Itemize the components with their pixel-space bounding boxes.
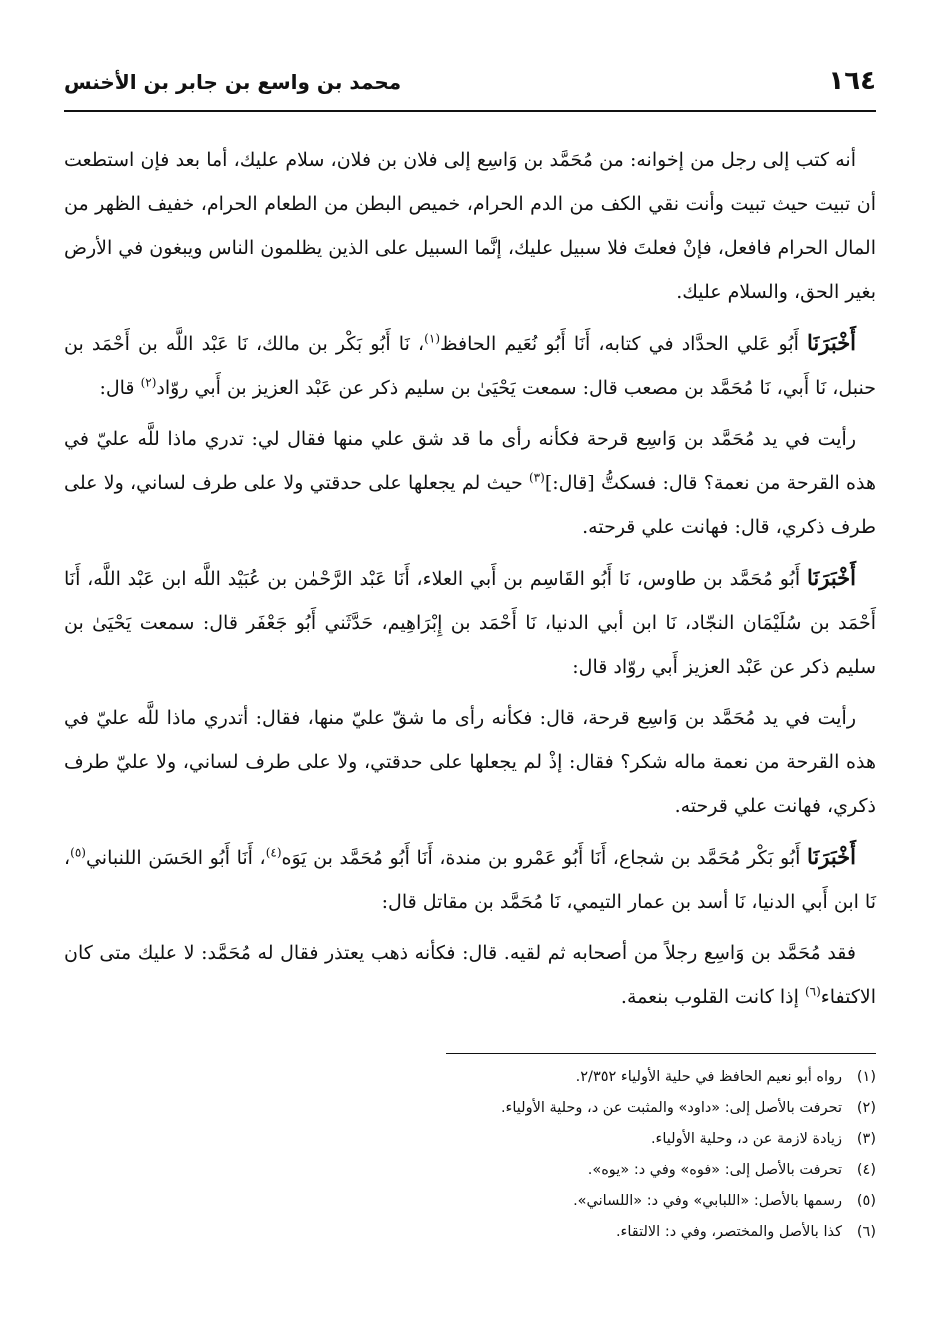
- footnotes: [64, 1062, 876, 1248]
- page-header: [64, 62, 876, 112]
- footnote-text: تحرفت بالأصل إلى: «فوه» وفي د: «يوه».: [587, 1162, 842, 1178]
- footnote-text: رسمها بالأصل: «اللبابي» وفي د: «اللساني».: [573, 1193, 842, 1209]
- paragraph: [64, 413, 876, 549]
- paragraph: [64, 927, 876, 1019]
- paragraph-text: قال:: [99, 377, 141, 399]
- footnote: [64, 1155, 876, 1186]
- isnad-lead: أَخْبَرَنَا: [807, 844, 856, 869]
- paragraph-text: ، أَنَا أَبُو الحَسَن اللنباني: [85, 847, 266, 869]
- footnote-ref[interactable]: (٥): [70, 845, 86, 860]
- page-number: ١٦٤: [828, 66, 876, 96]
- paragraph-text: أَبُو مُحَمَّد بن طاوس، نَا أَبُو القَاسِم بن أَبي العلاء، أَنَا عَبْد الرَّحْمٰن بن عُبَيْد اللَّه ابن عَبْد اللَّه، أَنَا أَحْمَد بن سُلَيْمَان النجّاد، نَا ابن أبي الدنيا، نَا أَحْمَد بن إِبْرَاهِيم، حَدَّثَني أَبُو جَعْفَر قال: سمعت يَحْيَىٰ بن سليم ذكر عن عَبْد العزيز أَبي روّاد قال:: [64, 568, 876, 678]
- paragraph-text: أنه كتب إلى رجل من إخوانه: من مُحَمَّد بن وَاسِع إلى فلان بن فلان، سلام عليك، أما بعد فإن استطعت أن تبيت حيث تبيت وأنت نقي الكف من الدم الحرام، خميص البطن من الطعام الحرام، خفيف الظهر من المال الحرام فافعل، فإنْ فعلتَ فلا سبيل عليك، إنَّما السبيل على الذين يظلمون الناس ويبغون في الأرض بغير الحق، والسلام عليك.: [64, 149, 876, 303]
- paragraph-text: حيث لم يجعلها على حدقتي ولا على طرف لساني، ولا على طرف ذكري، قال: فهانت علي قرحته.: [64, 472, 876, 538]
- footnote-ref[interactable]: (٤): [265, 845, 282, 860]
- paragraph-text: رأيت في يد مُحَمَّد بن وَاسِع قرحة فكأنه رأى ما قد شق علي منها فقال لي: تدري ماذا للَّه عليّ في هذه القرحة من نعمة؟ قال: فسكتُّ [قال:]: [64, 428, 876, 494]
- paragraph: [64, 692, 876, 828]
- paragraph: [64, 317, 876, 410]
- footnote-number: (٢): [856, 1100, 876, 1116]
- footnote-divider: [446, 1053, 876, 1054]
- footnote: [64, 1217, 876, 1248]
- footnote: [64, 1186, 876, 1217]
- footnote-number: (١): [856, 1069, 876, 1085]
- isnad-lead: أَخْبَرَنَا: [807, 565, 856, 590]
- paragraph-text: ، نَا ابن أَبي الدنيا، نَا أسد بن عمار التيمي، نَا مُحَمَّد بن مقاتل قال:: [64, 847, 876, 913]
- paragraph: [64, 831, 876, 924]
- paragraph-text: فقد مُحَمَّد بن وَاسِع رجلاً من أصحابه ثم لقيه. قال: فكأنه ذهب يعتذر فقال له مُحَمَّد: لا عليك متى كان الاكتفاء: [64, 942, 876, 1008]
- footnote-ref[interactable]: (٢): [140, 375, 157, 390]
- footnote-text: رواه أبو نعيم الحافظ في حلية الأولياء ٢/٣٥٢.: [575, 1069, 842, 1085]
- paragraph-text: ، نَا أَبُو بَكْر بن مالك، نَا عَبْد اللَّه بن أَحْمَد بن حنبل، نَا أَبي، نَا مُحَمَّد بن مصعب قال: سمعت يَحْيَىٰ بن سليم ذكر عن عَبْد العزيز بن أَبي روّاد: [64, 333, 876, 399]
- footnote-number: (٣): [856, 1131, 876, 1147]
- footnote-number: (٥): [856, 1193, 876, 1209]
- footnote-number: (٦): [856, 1224, 876, 1240]
- isnad-lead: أَخْبَرَنَا: [807, 330, 857, 355]
- book-page: [64, 62, 876, 1248]
- footnote-ref[interactable]: (١): [424, 331, 440, 346]
- footnote-text: كذا بالأصل والمختصر، وفي د: الالتقاء.: [615, 1224, 842, 1240]
- footnote-number: (٤): [856, 1162, 876, 1178]
- footnote-text: زيادة لازمة عن د، وحلية الأولياء.: [650, 1131, 842, 1147]
- footnote: [64, 1124, 876, 1155]
- footnote: [64, 1062, 876, 1093]
- footnote-ref[interactable]: (٣): [528, 470, 545, 485]
- paragraph-text: أَبُو بَكْر مُحَمَّد بن شجاع، أَنَا أَبُو عَمْرو بن مندة، أَنَا أَبُو مُحَمَّد بن يَوَه: [281, 847, 808, 869]
- paragraph-text: رأيت في يد مُحَمَّد بن وَاسِع قرحة، قال: فكأنه رأى ما شقّ عليّ منها، فقال: أتدري ماذا للَّه عليّ في هذه القرحة من نعمة ماله شكر؟ فقال: إذْ لم يجعلها على حدقتي، ولا على طرف لساني، ولا عليّ طرف ذكري، فهانت علي قرحته.: [64, 707, 876, 817]
- paragraph: [64, 552, 876, 689]
- running-head: محمد بن واسع بن جابر بن الأخنس: [64, 70, 402, 94]
- paragraph-text: أَبُو عَلي الحدَّاد في كتابه، أَنَا أَبُو نُعَيم الحافظ: [440, 333, 808, 355]
- footnote-text: تحرفت بالأصل إلى: «داود» والمثبت عن د، وحلية الأولياء.: [500, 1100, 842, 1116]
- paragraph-text: إذا كانت القلوب بنعمة.: [620, 986, 805, 1008]
- footnote: [64, 1093, 876, 1124]
- paragraph: [64, 138, 876, 314]
- main-text: [64, 138, 876, 1019]
- footnote-ref[interactable]: (٦): [804, 984, 821, 999]
